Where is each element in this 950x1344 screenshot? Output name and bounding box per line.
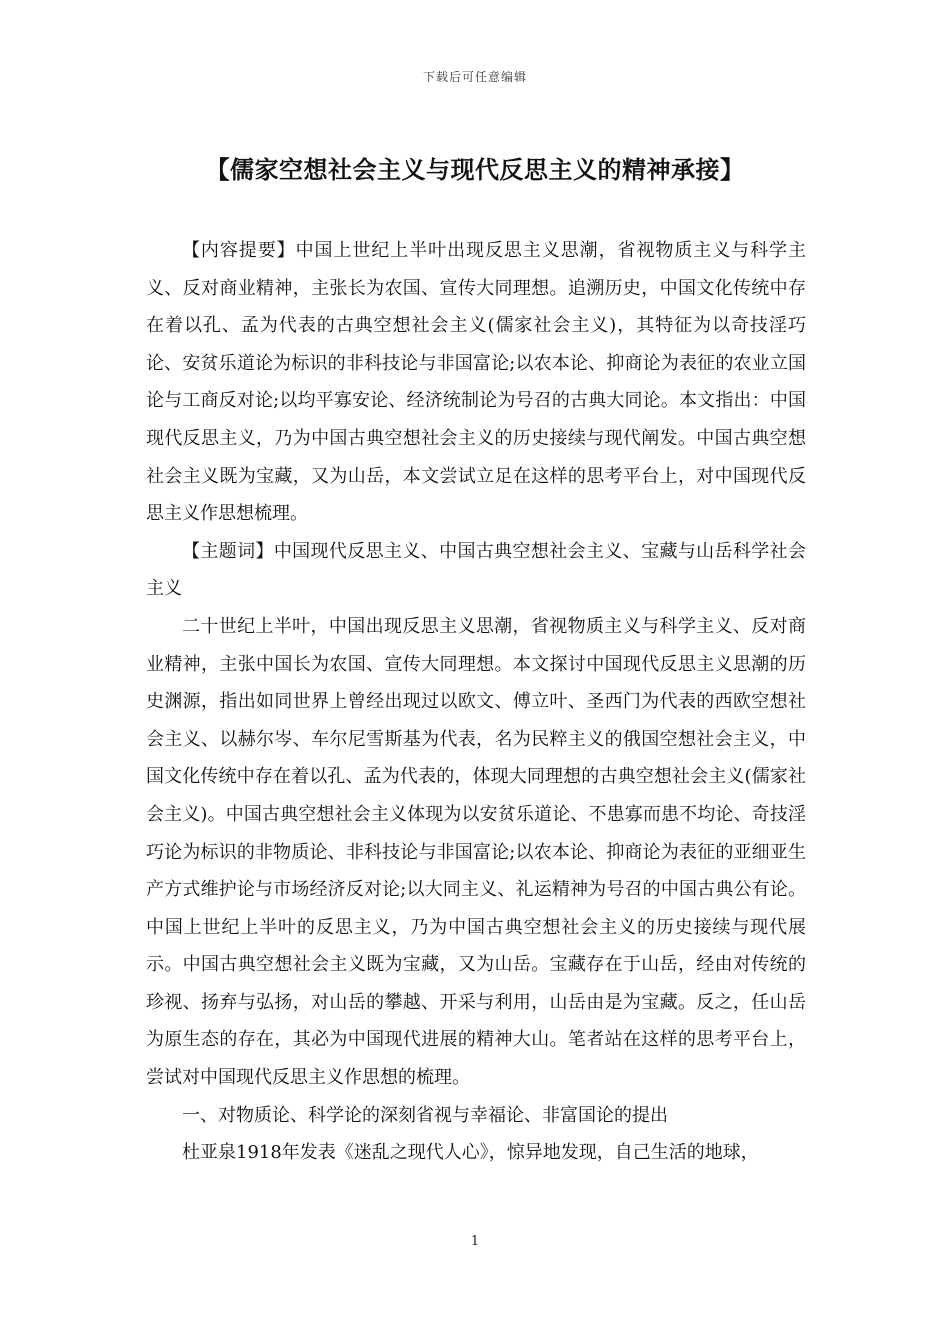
section-heading: 一、对物质论、科学论的深刻省视与幸福论、非富国论的提出: [182, 1104, 668, 1126]
paragraph-section-start: 杜亚泉1918年发表《迷乱之现代人心》，惊异地发现，自己生活的地球，: [182, 1142, 759, 1164]
paragraph-keywords: 【主题词】中国现代反思主义、中国古典空想社会主义、宝藏与山岳科学社会主义: [146, 540, 806, 600]
header-note: 下载后可任意编辑: [422, 70, 527, 84]
paragraph-introduction: 二十世纪上半叶，中国出现反思主义思潮，省视物质主义与科学主义、反对商业精神，主张中国长为农国、宣传大同理想。本文探讨中国现代反思主义思潮的历史渊源，指出如同世界上曾经出现过以欧文、傅立叶、圣西门为代表的西欧空想社会主义、以赫尔岑、车尔尼雪斯基为代表，名为民粹主义的俄国空想社会主义，中国文化传统中存在着以孔、孟为代表的，体现大同理想的古典空想社会主义(儒家社会主义)。中国古典空想社会主义体现为以安贫乐道论、不患寡而患不均论、奇技淫巧论为标识的非物质论、非科技论与非国富论;以农本论、抑商论为表征的亚细亚生产方式维护论与市场经济反对论;以大同主义、礼运精神为号召的中国古典公有论。中国上世纪上半叶的反思主义，乃为中国古典空想社会主义的历史接续与现代展示。中国古典空想社会主义既为宝藏，又为山岳。宝藏存在于山岳，经由对传统的珍视、扬弃与弘扬，对山岳的攀越、开采与利用，山岳由是为宝藏。反之，任山岳为原生态的存在，其必为中国现代进展的精神大山。笔者站在这样的思考平台上，尝试对中国现代反思主义作思想的梳理。: [146, 615, 806, 1089]
page-number: 1: [470, 1234, 480, 1249]
document-body: [146, 232, 806, 1172]
paragraph-abstract: 【内容提要】中国上世纪上半叶出现反思主义思潮，省视物质主义与科学主义、反对商业精神，主张长为农国、宣传大同理想。追溯历史，中国文化传统中存在着以孔、孟为代表的古典空想社会主义(儒家社会主义)，其特征为以奇技淫巧论、安贫乐道论为标识的非科技论与非国富论;以农本论、抑商论为表征的农业立国论与工商反对论;以均平寡安论、经济统制论为号召的古典大同论。本文指出：中国现代反思主义，乃为中国古典空想社会主义的历史接续与现代阐发。中国古典空想社会主义既为宝藏，又为山岳，本文尝试立足在这样的思考平台上，对中国现代反思主义作思想梳理。: [146, 240, 806, 525]
document-title: 【儒家空想社会主义与现代反思主义的精神承接】: [205, 155, 745, 184]
